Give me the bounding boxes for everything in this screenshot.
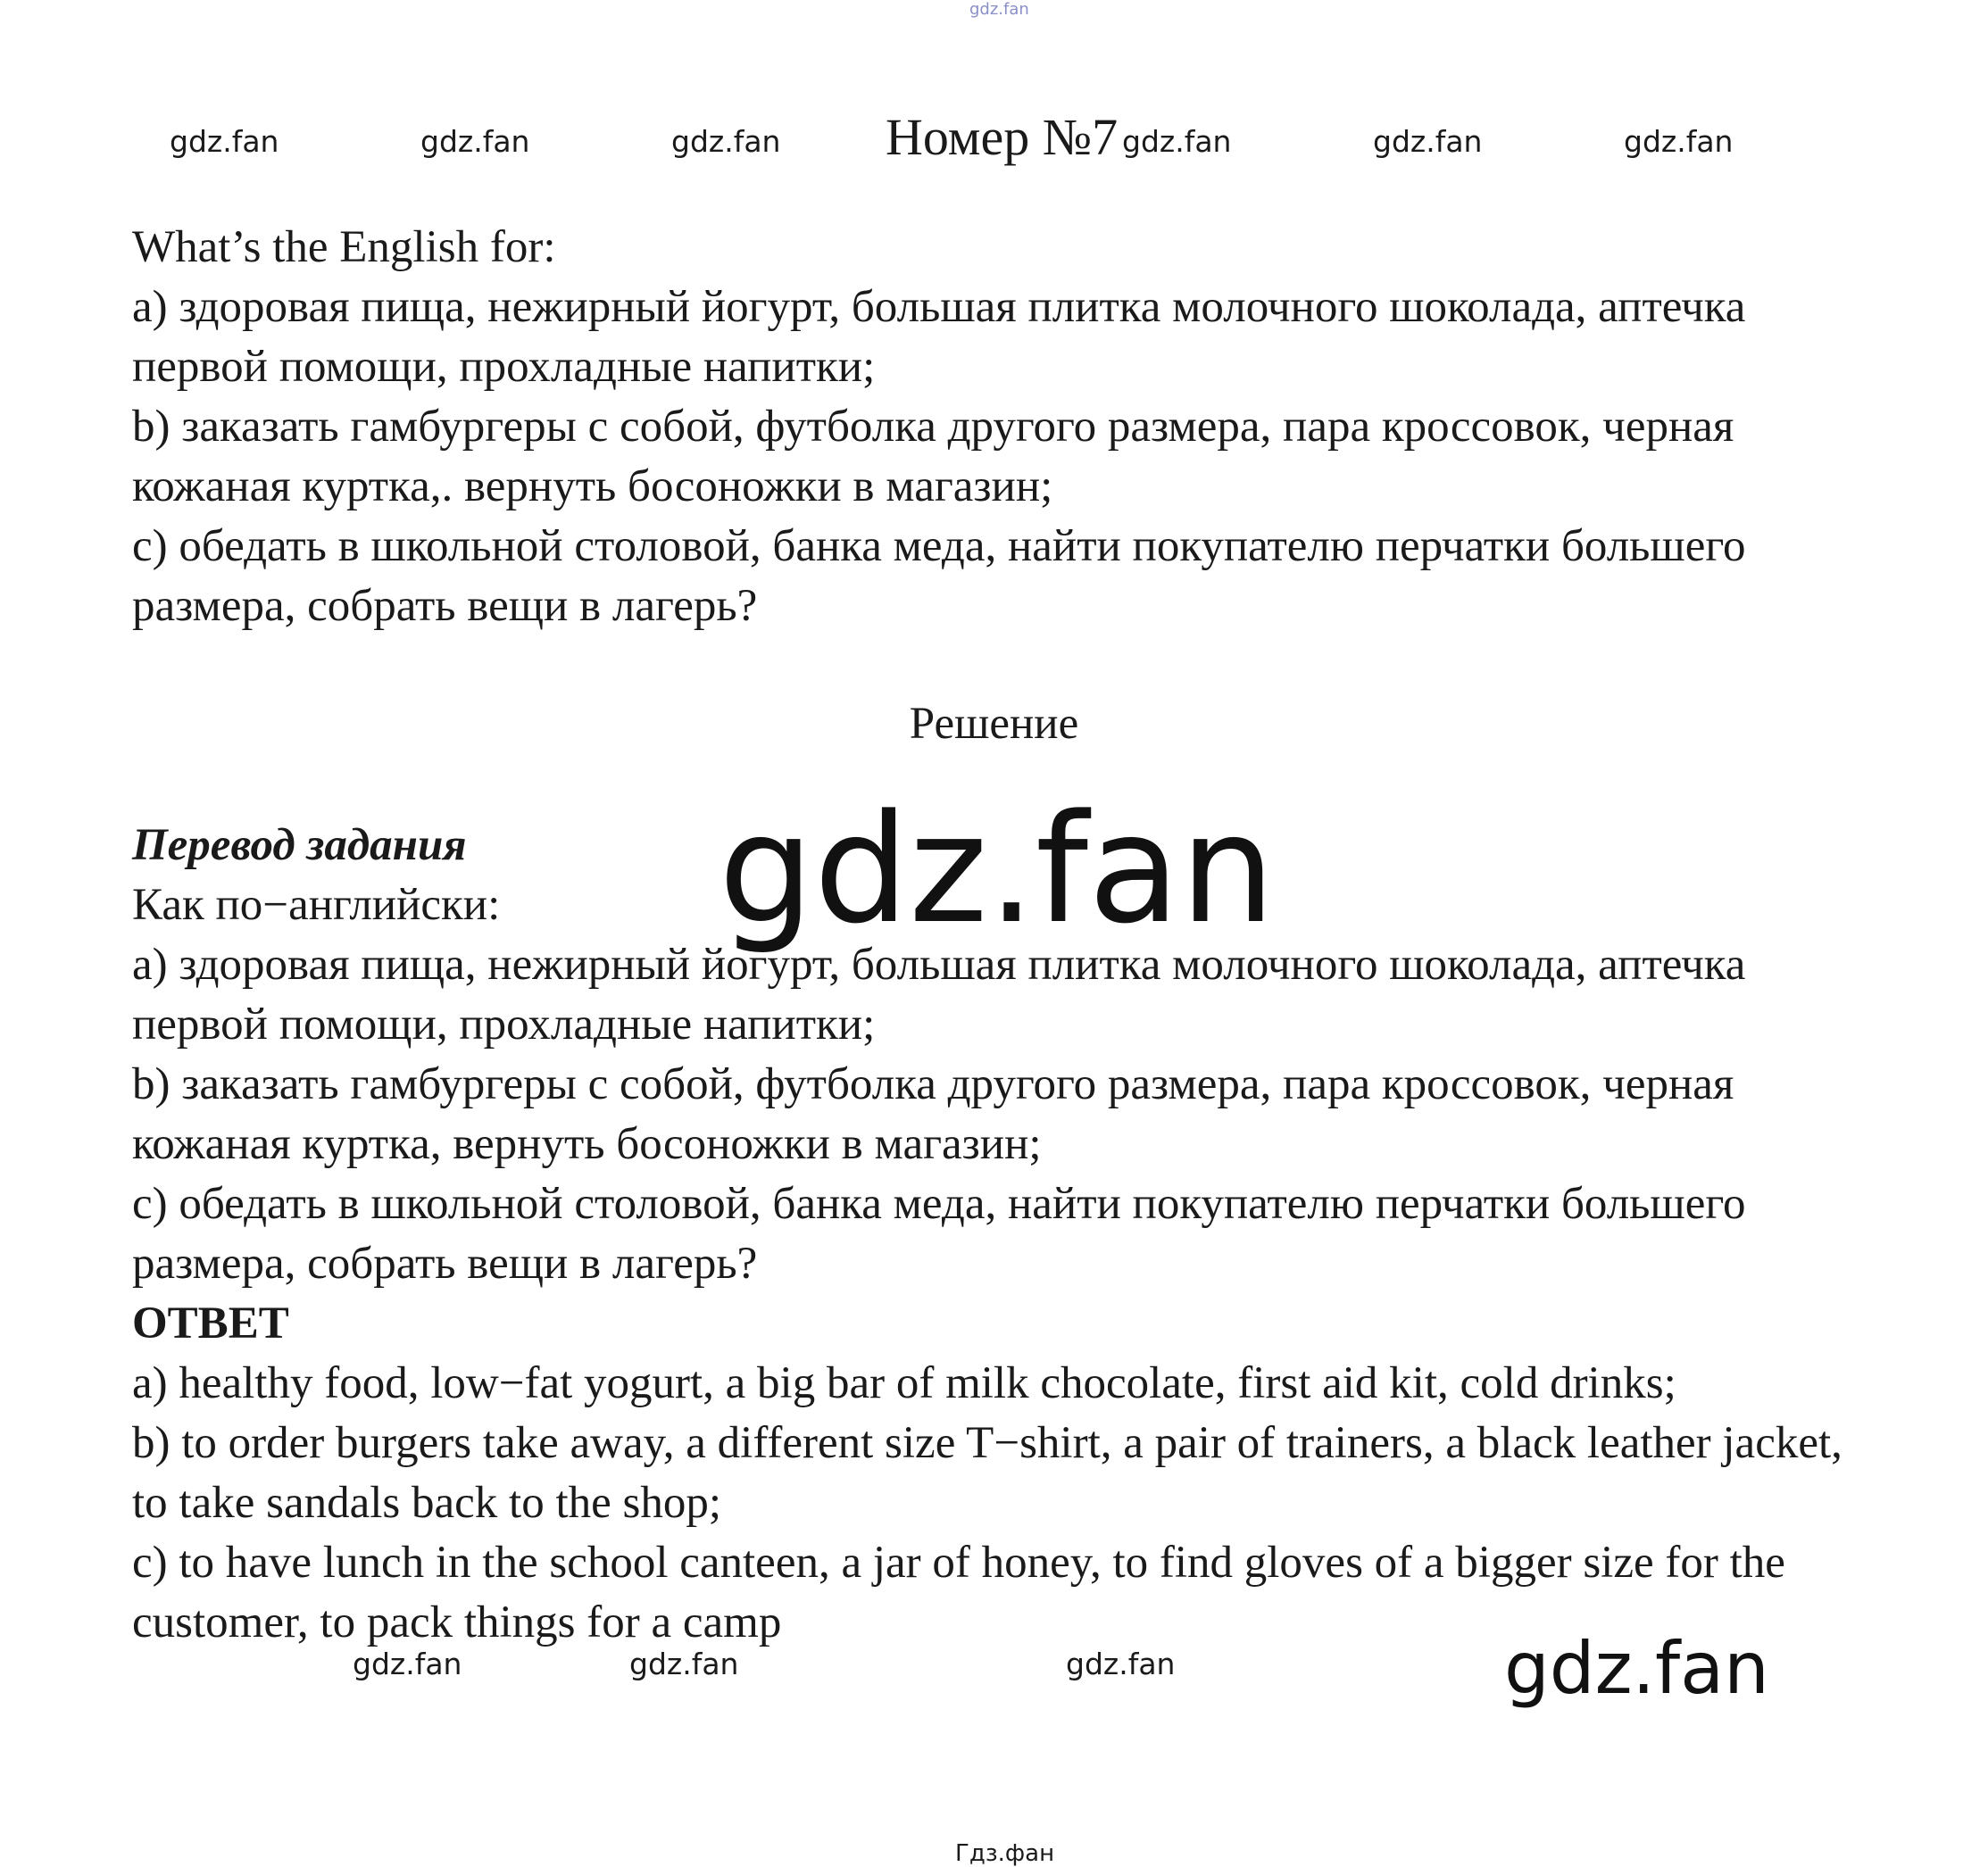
answer-item-c: c) to have lunch in the school canteen, a jar of honey, to find gloves of a bigger size for the customer, to pack things for a camp [132, 1538, 1785, 1647]
watermark-row-4: gdz.fan [1122, 124, 1232, 159]
page-title: Номер №7 [886, 108, 1119, 166]
task-block [132, 218, 1882, 636]
watermark-small-2: gdz.fan [629, 1647, 739, 1681]
task-item-b: b) заказать гамбургеры с собой, футболка другого размера, пара кроссовок, черная кожаная куртка,. вернуть босоножки в магазин; [132, 402, 1734, 511]
watermark-row-6: gdz.fan [1624, 124, 1734, 159]
translation-item-b: b) заказать гамбургеры с собой, футболка другого размера, пара кроссовок, черная кожаная куртка, вернуть босоножки в магазин; [132, 1059, 1734, 1169]
watermark-big: gdz.fan [719, 782, 1276, 957]
watermark-top: gdz.fan [969, 0, 1029, 19]
answer-item-a: a) healthy food, low−fat yogurt, a big bar of milk chocolate, first aid kit, cold drinks; [132, 1358, 1676, 1408]
watermark-row-3: gdz.fan [671, 124, 781, 159]
answer-heading: ОТВЕТ [132, 1299, 289, 1348]
watermark-row-1: gdz.fan [170, 124, 279, 159]
watermark-row-2: gdz.fan [420, 124, 530, 159]
task-intro: What’s the English for: [132, 222, 556, 272]
task-item-a: a) здоровая пища, нежирный йогурт, большая плитка молочного шоколада, аптечка первой помощи, прохладные напитки; [132, 282, 1746, 392]
translation-item-a: a) здоровая пища, нежирный йогурт, большая плитка молочного шоколада, аптечка первой помощи, прохладные напитки; [132, 940, 1746, 1050]
translation-heading: Перевод задания [132, 820, 467, 870]
watermark-small-3: gdz.fan [1066, 1647, 1176, 1681]
watermark-footer: Гдз.фан [955, 1840, 1055, 1867]
solution-label: Решение [909, 699, 1079, 749]
translation-item-c: c) обедать в школьной столовой, банка меда, найти покупателю перчатки большего размера, собрать вещи в лагерь? [132, 1179, 1746, 1289]
watermark-mid: gdz.fan [1504, 1627, 1769, 1710]
translation-intro: Как по−английски: [132, 880, 501, 930]
watermark-row-5: gdz.fan [1373, 124, 1483, 159]
task-item-c: c) обедать в школьной столовой, банка меда, найти покупателю перчатки большего размера, собрать вещи в лагерь? [132, 521, 1746, 631]
answer-item-b: b) to order burgers take away, a different size T−shirt, a pair of trainers, a black leather jacket, to take sandals back to the shop; [132, 1418, 1842, 1528]
watermark-small-1: gdz.fan [353, 1647, 462, 1681]
